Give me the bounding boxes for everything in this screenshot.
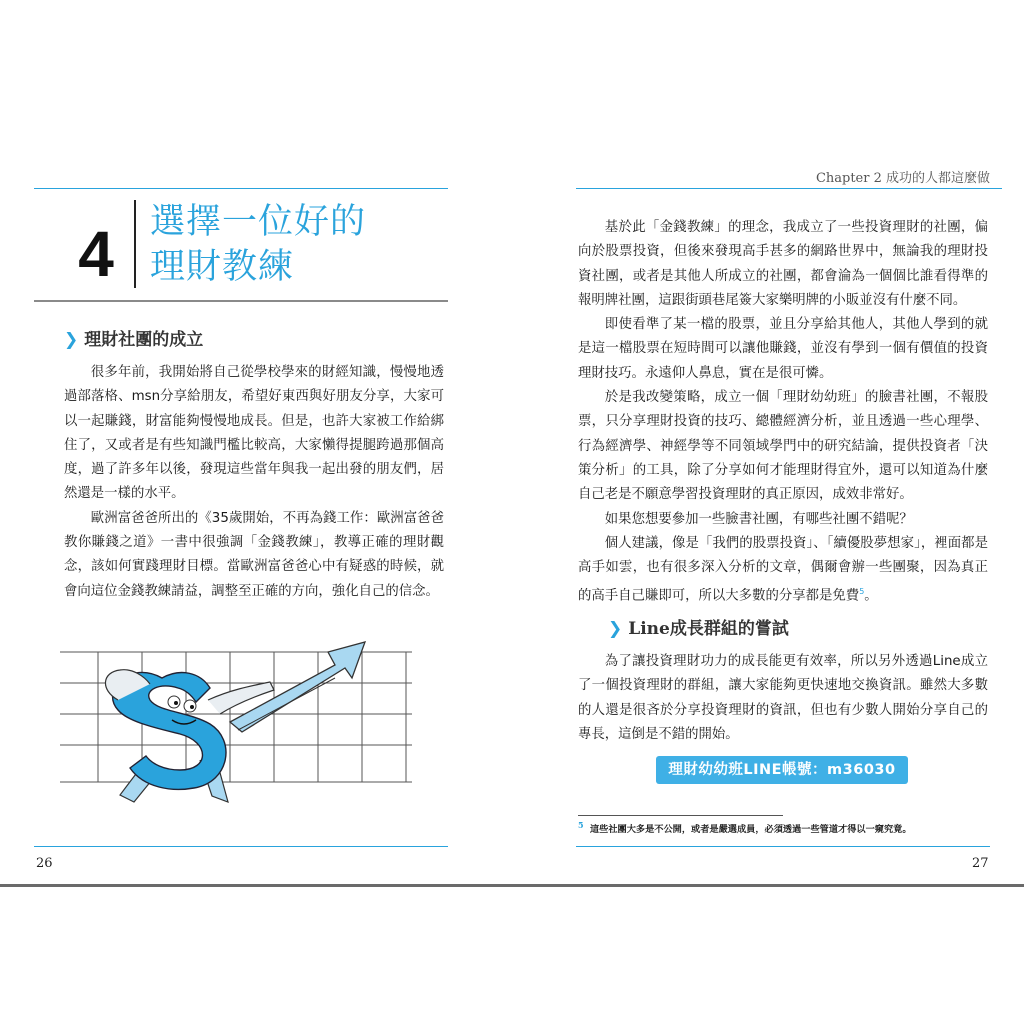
section-heading-text: Line成長群組的嘗試	[628, 619, 789, 639]
paragraph: 歐洲富爸爸所出的《35歲開始，不再為錢工作：歐洲富爸爸教你賺錢之道》一書中很強調「金錢教練」，教導正確的理財觀念，該如何實踐理財目標。當歐洲富爸爸心中有疑惑的時候，就會向這位金錢教練請益，調整至正確的方向，強化自己的信念。	[64, 510, 444, 599]
chapter-title-line1: 選擇一位好的	[150, 202, 367, 242]
footnote-marker: 5	[859, 587, 865, 597]
footnote-number: 5	[578, 820, 584, 830]
dollar-sign-mascot-arrow-icon	[60, 620, 420, 810]
bottom-rule	[34, 846, 448, 847]
paragraph	[578, 532, 988, 609]
paragraph-text: 個人建議，像是「我們的股票投資」、「續優股夢想家」，裡面都是高手如雲，也有很多深入分析的文章，偶爾會辦一些團聚，因為真正的高手自己賺即可，所以大多數的分享都是免費	[578, 535, 988, 604]
paragraph-end: 。	[864, 588, 878, 604]
right-body	[578, 216, 988, 609]
section-heading-text: 理財社團的成立	[84, 330, 204, 350]
line-account-badge: 理財幼幼班LINE帳號：m36030	[656, 756, 908, 784]
footnote	[578, 820, 998, 835]
chapter-number: 4	[78, 218, 114, 290]
running-head: Chapter 2 成功的人都這麼做	[815, 171, 990, 186]
bottom-rule-right	[576, 846, 990, 847]
section-heading	[64, 329, 203, 351]
left-body	[64, 361, 444, 604]
left-page	[0, 0, 512, 885]
book-bottom-edge	[0, 884, 1024, 887]
chapter-title-line2: 理財教練	[150, 247, 295, 287]
paragraph: 即使看準了某一檔的股票，並且分享給其他人，其他人學到的就是這一檔股票在短時間可以讓他賺錢，並沒有學到一個有價值的投資理財技巧。永遠仰人鼻息，實在是很可憐。	[578, 317, 988, 381]
top-rule	[34, 188, 448, 189]
page-number: 27	[972, 856, 989, 871]
title-rule	[34, 300, 448, 302]
title-divider	[134, 200, 136, 288]
page-number: 26	[36, 856, 53, 871]
top-rule	[576, 188, 1002, 189]
paragraph: 為了讓投資理財功力的成長能更有效率，所以另外透過Line成立了一個投資理財的群組，讓大家能夠更快速地交換資訊。雖然大多數的人還是很吝於分享投資理財的資訊，但也有少數人開始分享自己的專長，這倒是不錯的開始。	[578, 654, 988, 742]
chevron-right-icon: ❯	[608, 619, 623, 639]
right-body-line	[578, 650, 988, 747]
paragraph: 很多年前，我開始將自己從學校學來的財經知識，慢慢地透過部落格、msn分享給朋友，希望好東西與好朋友分享，大家可以一起賺錢，財富能夠慢慢地成長。但是，也許大家被工作給綁住了，又或者是有些知識門檻比較高，大家懶得提腿跨過那個高度，過了許多年以後，發現這些當年與我一起出發的朋友們，居然還是一樣的水平。	[64, 365, 444, 502]
paragraph: 如果您想要參加一些臉書社團，有哪些社團不錯呢？	[604, 511, 913, 527]
section-heading-line	[608, 618, 789, 640]
chevron-right-icon: ❯	[64, 330, 79, 350]
paragraph: 基於此「金錢教練」的理念，我成立了一些投資理財的社團，偏向於股票投資，但後來發現高手甚多的網路世界中，無論我的理財投資社團，或者是其他人所成立的社團，都會淪為一個個比誰看得準的報明牌社團，這跟街頭巷尾簽大家樂明牌的小販並沒有什麼不同。	[578, 220, 988, 308]
footnote-rule	[578, 815, 783, 816]
chapter-title	[150, 200, 440, 290]
paragraph: 於是我改變策略，成立一個「理財幼幼班」的臉書社團，不報股票，只分享理財投資的技巧、總體經濟分析，並且透過一些心理學、行為經濟學、神經學等不同領域學門中的研究結論，提供投資者「決策分析」的工具，除了分享如何才能理財得宜外，還可以知道為什麼自己老是不願意學習投資理財的真正原因，成效非常好。	[578, 390, 988, 503]
footnote-text: 這些社團大多是不公開，或者是嚴選成員，必須透過一些管道才得以一窺究竟。	[589, 824, 912, 836]
